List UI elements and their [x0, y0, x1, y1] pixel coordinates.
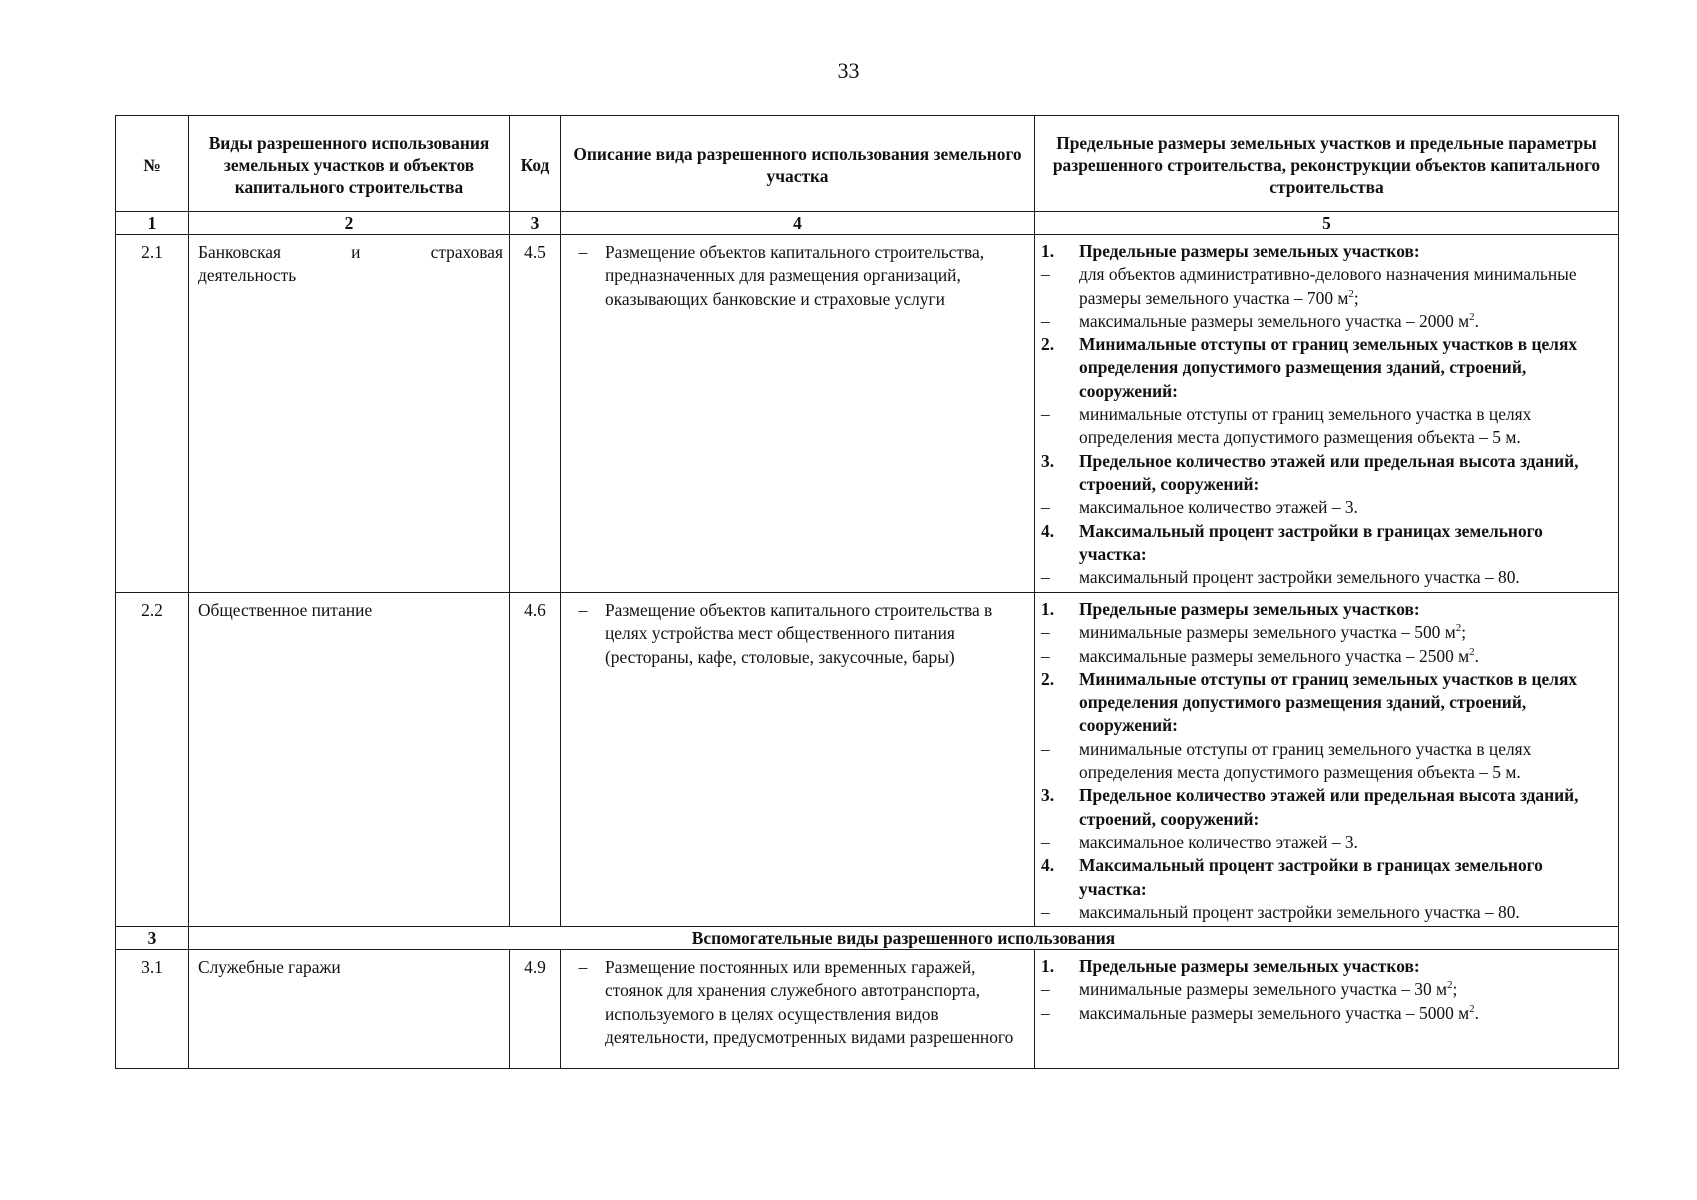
header-row: [116, 116, 1619, 212]
use-type-word: и: [351, 242, 361, 262]
parameter-text-main: для объектов административно-делового назначения минимальные размеры земельного участка – 700 м: [1079, 264, 1577, 308]
list-number: 1.: [1041, 599, 1055, 619]
parameter-text-main: Предельное количество этажей или предельная высота зданий, строений, сооружений:: [1079, 785, 1579, 829]
column-number: 1: [116, 212, 189, 235]
parameter-text: [1079, 333, 1612, 403]
row-number: 3.1: [116, 950, 189, 1069]
parameter-item: [1035, 621, 1612, 644]
list-number: 3.: [1041, 785, 1055, 806]
table-row: [116, 235, 1619, 593]
parameter-heading: [1035, 598, 1612, 621]
list-dash: –: [1041, 901, 1050, 922]
use-code: 4.5: [510, 235, 561, 593]
superscript-unit: 2: [1447, 979, 1453, 992]
header-parameters: Предельные размеры земельных участков и предельные параметры разрешенного строительства, реконструкции объектов капитального строительства: [1035, 116, 1619, 212]
parameter-item: [1035, 566, 1612, 589]
parameter-text-main: максимальное количество этажей – 3.: [1079, 497, 1358, 518]
parameter-heading: [1035, 520, 1612, 567]
parameter-text-main: минимальные отступы от границ земельного участка в целях определения места допустимого размещения объекта – 5 м.: [1079, 404, 1532, 448]
column-number: 4: [561, 212, 1035, 235]
header-use-types: Виды разрешенного использования земельных участков и объектов капитального строительства: [189, 116, 510, 212]
parameter-text: [1079, 901, 1612, 924]
parameter-text: [1079, 831, 1612, 854]
parameters-cell: [1035, 235, 1619, 593]
parameter-text-main: максимальный процент застройки земельного участка – 80.: [1079, 901, 1520, 922]
parameter-item: [1035, 978, 1612, 1001]
parameter-item: [1035, 1002, 1612, 1025]
parameter-text: [1079, 645, 1612, 668]
parameter-text-main: Минимальные отступы от границ земельных участков в целях определения допустимого размещения зданий, строений, сооружений:: [1079, 668, 1578, 736]
parameter-text: [1079, 738, 1612, 785]
parameter-text: [1079, 621, 1612, 644]
parameter-text: [1079, 263, 1612, 310]
parameter-text-tail: ;: [1452, 979, 1458, 1000]
parameter-text: [1079, 1002, 1612, 1025]
parameter-text: [1079, 955, 1612, 978]
table-row: [116, 950, 1619, 1069]
use-type-name: Служебные гаражи: [189, 950, 510, 1069]
use-type-name: [189, 235, 510, 593]
use-description: [561, 235, 1035, 593]
parameter-text-main: минимальные размеры земельного участка – 500 м: [1079, 622, 1456, 643]
list-dash: –: [1041, 310, 1050, 331]
land-use-table: [115, 115, 1619, 1069]
use-type-word: деятельность: [198, 265, 297, 286]
parameter-text-main: максимальное количество этажей – 3.: [1079, 831, 1358, 852]
list-number: 4.: [1041, 520, 1055, 541]
parameter-item: [1035, 263, 1612, 310]
parameter-text-main: максимальные размеры земельного участка – 2500 м: [1079, 645, 1470, 666]
parameter-text: [1079, 496, 1612, 519]
use-description: [561, 593, 1035, 927]
section-number: 3: [116, 927, 189, 950]
parameter-text: [1079, 310, 1612, 333]
list-dash: –: [1041, 622, 1050, 643]
parameter-text: [1079, 598, 1612, 621]
parameter-text: [1079, 450, 1612, 497]
parameter-item: [1035, 738, 1612, 785]
parameter-item: [1035, 496, 1612, 519]
superscript-unit: 2: [1455, 622, 1462, 635]
table-body: [116, 235, 1619, 1069]
list-dash: –: [1041, 567, 1050, 588]
parameter-item: [1035, 403, 1612, 450]
use-type-word: страховая: [430, 242, 503, 262]
parameter-heading: [1035, 854, 1612, 901]
section-row: [116, 927, 1619, 950]
use-code: 4.9: [510, 950, 561, 1069]
parameter-text: [1079, 784, 1612, 831]
parameter-text-main: Предельное количество этажей или предельная высота зданий, строений, сооружений:: [1079, 450, 1579, 494]
list-dash: –: [1041, 264, 1050, 285]
parameter-text-tail: .: [1474, 1002, 1479, 1023]
parameter-text-tail: ;: [1461, 622, 1467, 643]
list-dash: –: [1041, 404, 1050, 425]
superscript-unit: 2: [1469, 645, 1475, 658]
parameter-text: [1079, 854, 1612, 901]
parameter-text-tail: ;: [1353, 287, 1359, 308]
parameters-cell: [1035, 950, 1619, 1069]
parameter-item: [1035, 645, 1612, 668]
parameters-cell: [1035, 593, 1619, 927]
list-dash: –: [1041, 738, 1050, 759]
parameter-text-main: максимальные размеры земельного участка – 5000 м: [1079, 1002, 1470, 1023]
column-number: 2: [189, 212, 510, 235]
list-number: 2.: [1041, 668, 1055, 689]
list-number: 1.: [1041, 241, 1055, 261]
header-description: Описание вида разрешенного использования земельного участка: [561, 116, 1035, 212]
list-dash: –: [1041, 497, 1050, 518]
parameter-text-tail: .: [1474, 645, 1479, 666]
list-dash: –: [1041, 1002, 1050, 1023]
parameter-text-main: Максимальный процент застройки в границах земельного участка:: [1079, 855, 1543, 899]
list-dash: –: [578, 600, 588, 620]
parameter-heading: [1035, 955, 1612, 978]
list-dash: –: [1041, 979, 1050, 1000]
list-dash: –: [1041, 645, 1050, 666]
list-number: 1.: [1041, 956, 1055, 976]
parameter-text-tail: .: [1474, 310, 1479, 331]
parameter-item: [1035, 901, 1612, 924]
use-description: [561, 950, 1035, 1069]
header-code: Код: [510, 116, 561, 212]
header-number: №: [116, 116, 189, 212]
parameter-text-main: Предельные размеры земельных участков:: [1079, 241, 1420, 261]
parameter-text-main: максимальный процент застройки земельного участка – 80.: [1079, 567, 1520, 588]
parameter-text: [1079, 520, 1612, 567]
description-text: Размещение постоянных или временных гаражей, стоянок для хранения служебного автотранспорта, используемого в целях осуществления видов деятельности, предусмотренных видами разрешенного: [605, 957, 1014, 1047]
column-number-row: [116, 212, 1619, 235]
parameter-text: [1079, 668, 1612, 738]
parameter-item: [1035, 310, 1612, 333]
parameter-text: [1079, 566, 1612, 589]
superscript-unit: 2: [1469, 311, 1475, 324]
list-number: 3.: [1041, 450, 1055, 471]
parameter-heading: [1035, 240, 1612, 263]
description-text: Размещение объектов капитального строительства, предназначенных для размещения организаций, оказывающих банковские и страховые услуги: [605, 242, 985, 309]
parameter-text: [1079, 978, 1612, 1001]
use-type-name: Общественное питание: [189, 593, 510, 927]
parameter-text-main: минимальные размеры земельного участка – 30 м: [1079, 979, 1448, 1000]
parameter-heading: [1035, 450, 1612, 497]
page-number: 33: [837, 58, 860, 83]
row-number: 2.2: [116, 593, 189, 927]
list-number: 2.: [1041, 334, 1055, 355]
table-row: [116, 593, 1619, 927]
superscript-unit: 2: [1348, 287, 1354, 300]
description-text: Размещение объектов капитального строительства в целях устройства мест общественного питания (рестораны, кафе, столовые, закусочные, бары): [605, 600, 993, 667]
parameter-text-main: Максимальный процент застройки в границах земельного участка:: [1079, 520, 1543, 564]
parameter-text-main: Предельные размеры земельных участков:: [1079, 599, 1420, 619]
parameter-text-main: минимальные отступы от границ земельного участка в целях определения места допустимого размещения объекта – 5 м.: [1079, 738, 1532, 783]
superscript-unit: 2: [1469, 1002, 1475, 1015]
parameter-heading: [1035, 784, 1612, 831]
parameter-text-main: Минимальные отступы от границ земельных участков в целях определения допустимого размещения зданий, строений, сооружений:: [1079, 334, 1578, 401]
parameter-item: [1035, 831, 1612, 854]
list-dash: –: [1041, 831, 1050, 852]
column-number: 3: [510, 212, 561, 235]
list-number: 4.: [1041, 855, 1055, 876]
column-number: 5: [1035, 212, 1619, 235]
row-number: 2.1: [116, 235, 189, 593]
parameter-heading: [1035, 668, 1612, 738]
section-title: Вспомогательные виды разрешенного использования: [189, 927, 1619, 950]
use-code: 4.6: [510, 593, 561, 927]
list-dash: –: [578, 242, 588, 262]
parameter-text-main: максимальные размеры земельного участка – 2000 м: [1079, 310, 1470, 331]
parameter-text-main: Предельные размеры земельных участков:: [1079, 956, 1420, 976]
parameter-heading: [1035, 333, 1612, 403]
parameter-text: [1079, 403, 1612, 450]
parameter-text: [1079, 240, 1612, 263]
list-dash: –: [578, 957, 588, 977]
use-type-word: Банковская: [198, 242, 282, 262]
